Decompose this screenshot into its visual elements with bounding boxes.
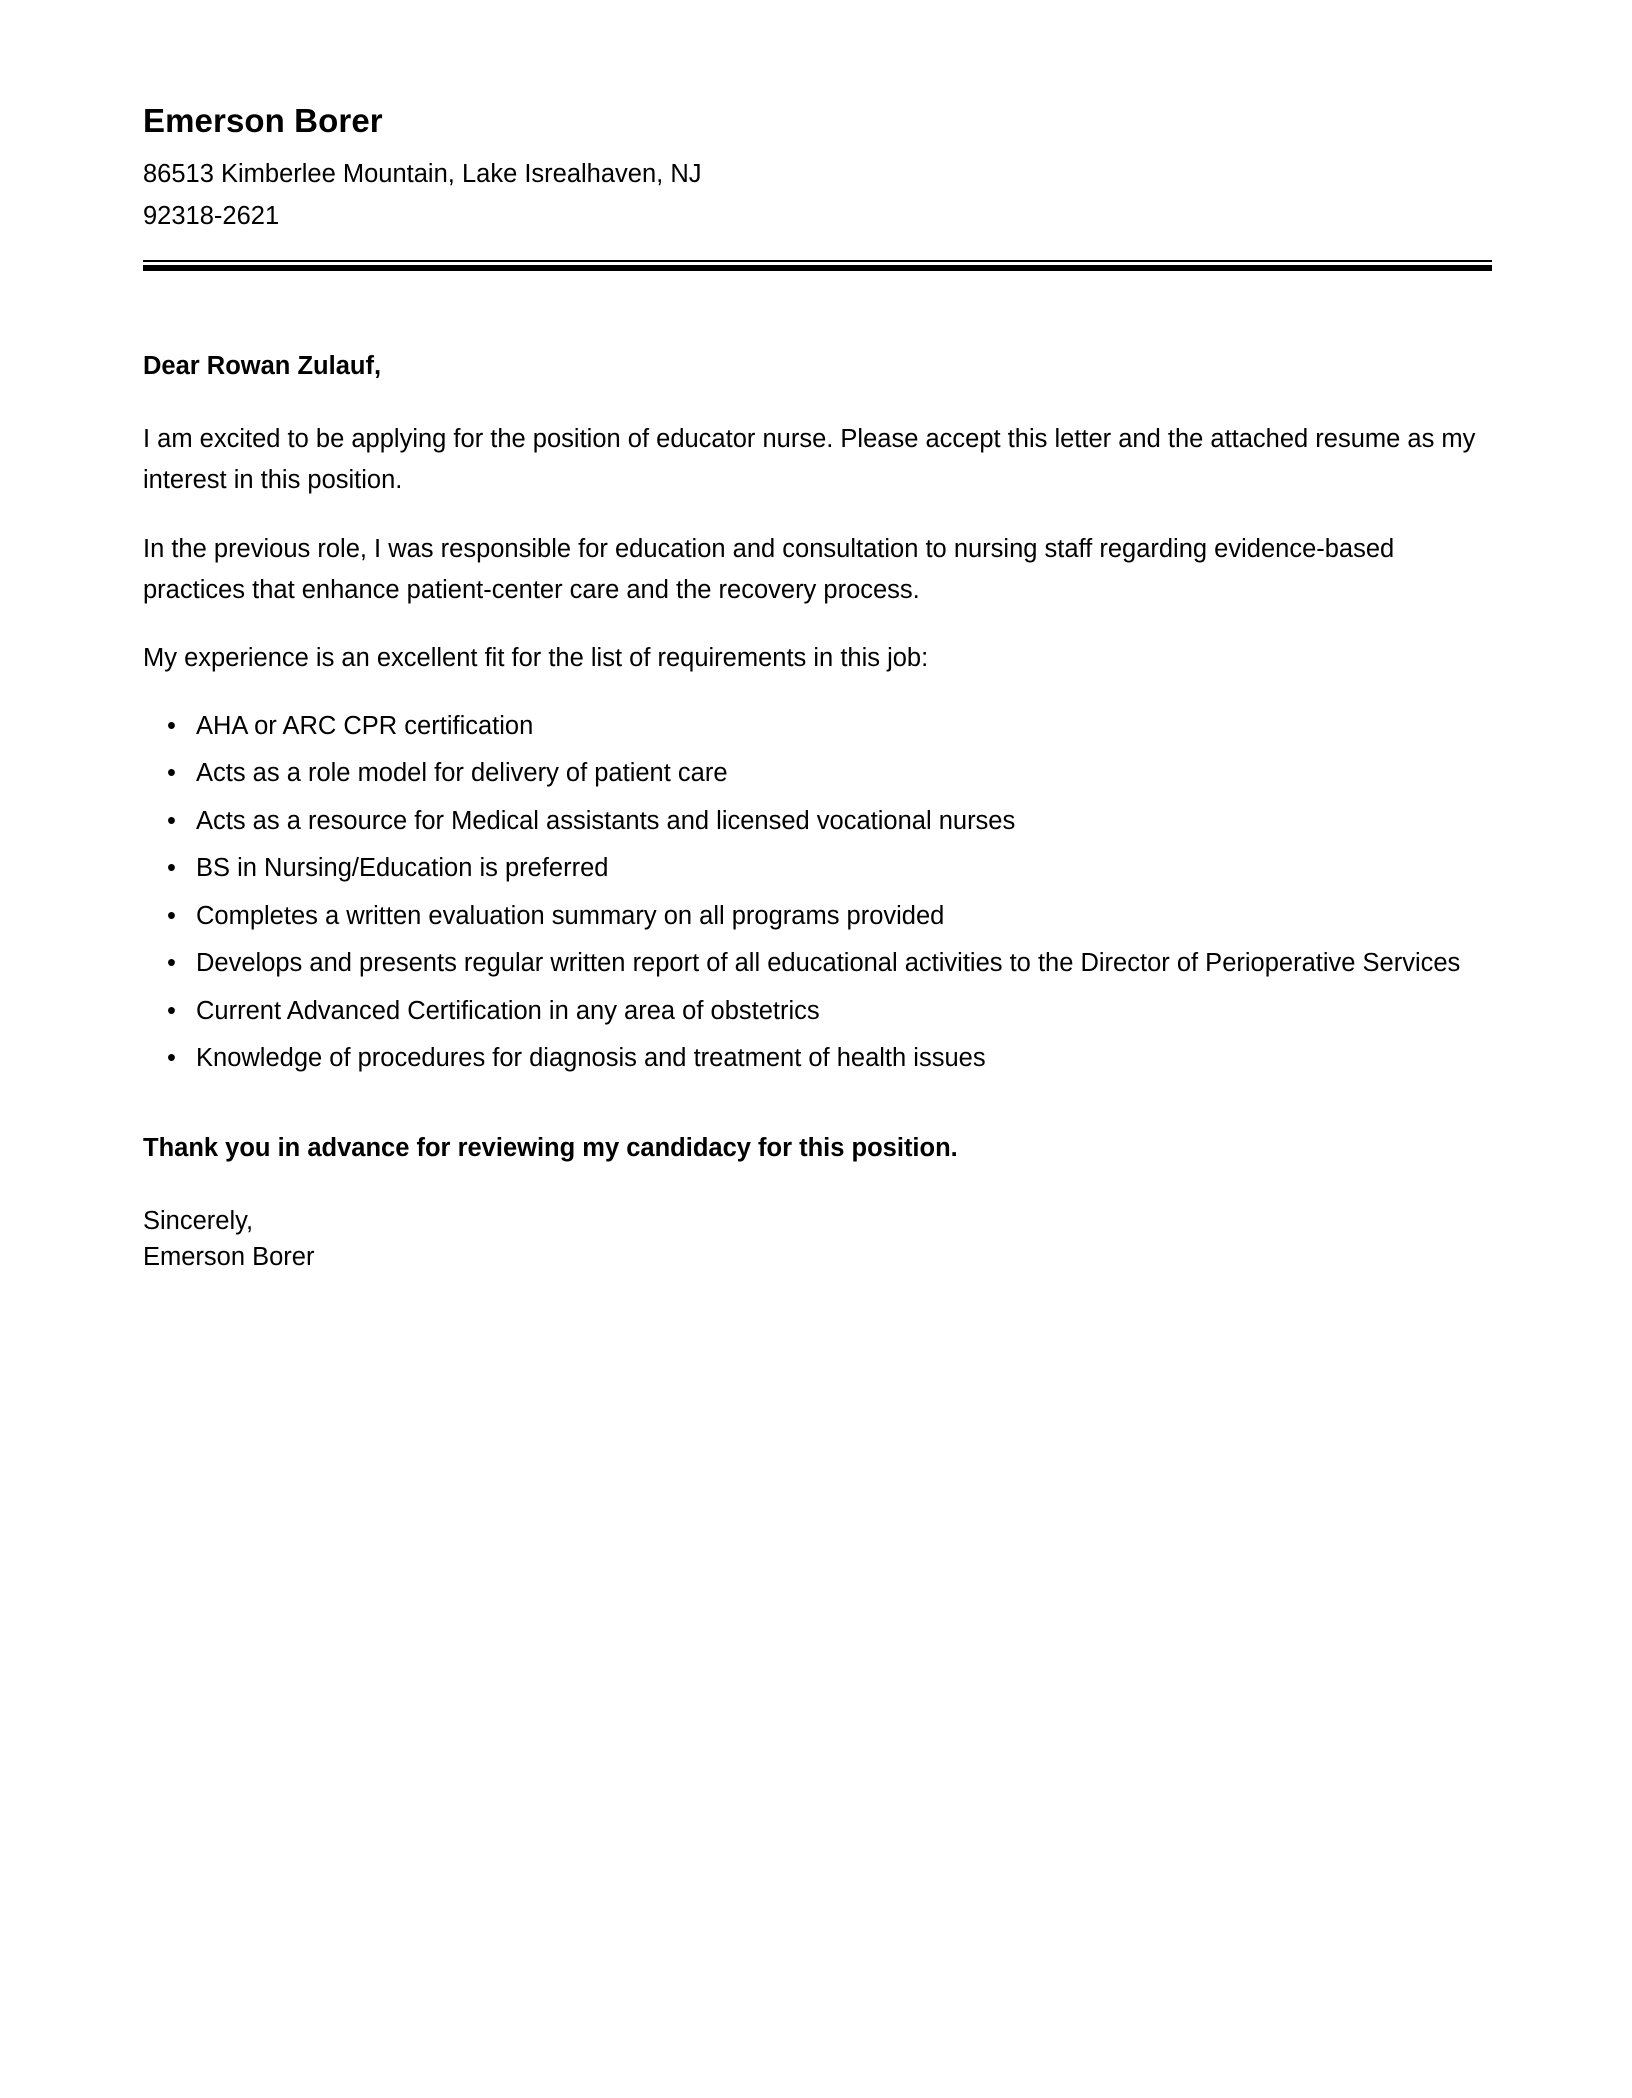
list-item-text: Current Advanced Certification in any area of obstetrics [196, 996, 820, 1025]
bullet-icon: • [167, 806, 176, 835]
bullet-icon: • [167, 996, 176, 1025]
list-item-text: BS in Nursing/Education is preferred [196, 854, 609, 883]
list-item [143, 897, 1493, 937]
signoff-block [143, 1203, 1493, 1275]
sender-address-line-1: 86513 Kimberlee Mountain, Lake Isrealhaven, NJ [143, 160, 702, 189]
letter-body [143, 271, 1493, 1276]
list-item [143, 944, 1493, 984]
signoff-word: Sincerely, [143, 1206, 254, 1235]
paragraph-intro: I am excited to be applying for the position of educator nurse. Please accept this letter and the attached resume as my interest in this position. [143, 425, 1476, 495]
bullet-icon: • [167, 901, 176, 930]
letterhead [143, 0, 1493, 237]
list-item [143, 802, 1493, 842]
bullet-icon: • [167, 949, 176, 978]
list-item [143, 849, 1493, 889]
sender-name: Emerson Borer [143, 102, 383, 139]
paragraph-previous-role: In the previous role, I was responsible for education and consultation to nursing staff regarding evidence-based practices that enhance patient-center care and the recovery process. [143, 534, 1395, 604]
list-item-text: Acts as a role model for delivery of patient care [196, 759, 728, 788]
list-item-text: Knowledge of procedures for diagnosis and treatment of health issues [196, 1044, 986, 1073]
salutation: Dear Rowan Zulauf, [143, 351, 382, 380]
list-item [143, 1039, 1493, 1079]
list-item-text: AHA or ARC CPR certification [196, 711, 534, 740]
requirements-list [143, 707, 1493, 1079]
closing-statement: Thank you in advance for reviewing my candidacy for this position. [143, 1133, 958, 1162]
paragraph-requirements-lead-in: My experience is an excellent fit for the list of requirements in this job: [143, 644, 929, 673]
list-item [143, 992, 1493, 1032]
list-item-text: Acts as a resource for Medical assistants and licensed vocational nurses [196, 806, 1016, 835]
list-item-text: Develops and presents regular written report of all educational activities to the Director of Perioperative Services [196, 949, 1461, 978]
list-item [143, 707, 1493, 747]
bullet-icon: • [167, 711, 176, 740]
bullet-icon: • [167, 854, 176, 883]
bullet-icon: • [167, 759, 176, 788]
list-item [143, 754, 1493, 794]
bullet-icon: • [167, 1044, 176, 1073]
list-item-text: Completes a written evaluation summary on all programs provided [196, 901, 945, 930]
signature-name: Emerson Borer [143, 1243, 315, 1272]
header-divider-rule [143, 260, 1492, 271]
letter-content [143, 0, 1493, 1275]
sender-address-line-2: 92318-2621 [143, 201, 280, 230]
